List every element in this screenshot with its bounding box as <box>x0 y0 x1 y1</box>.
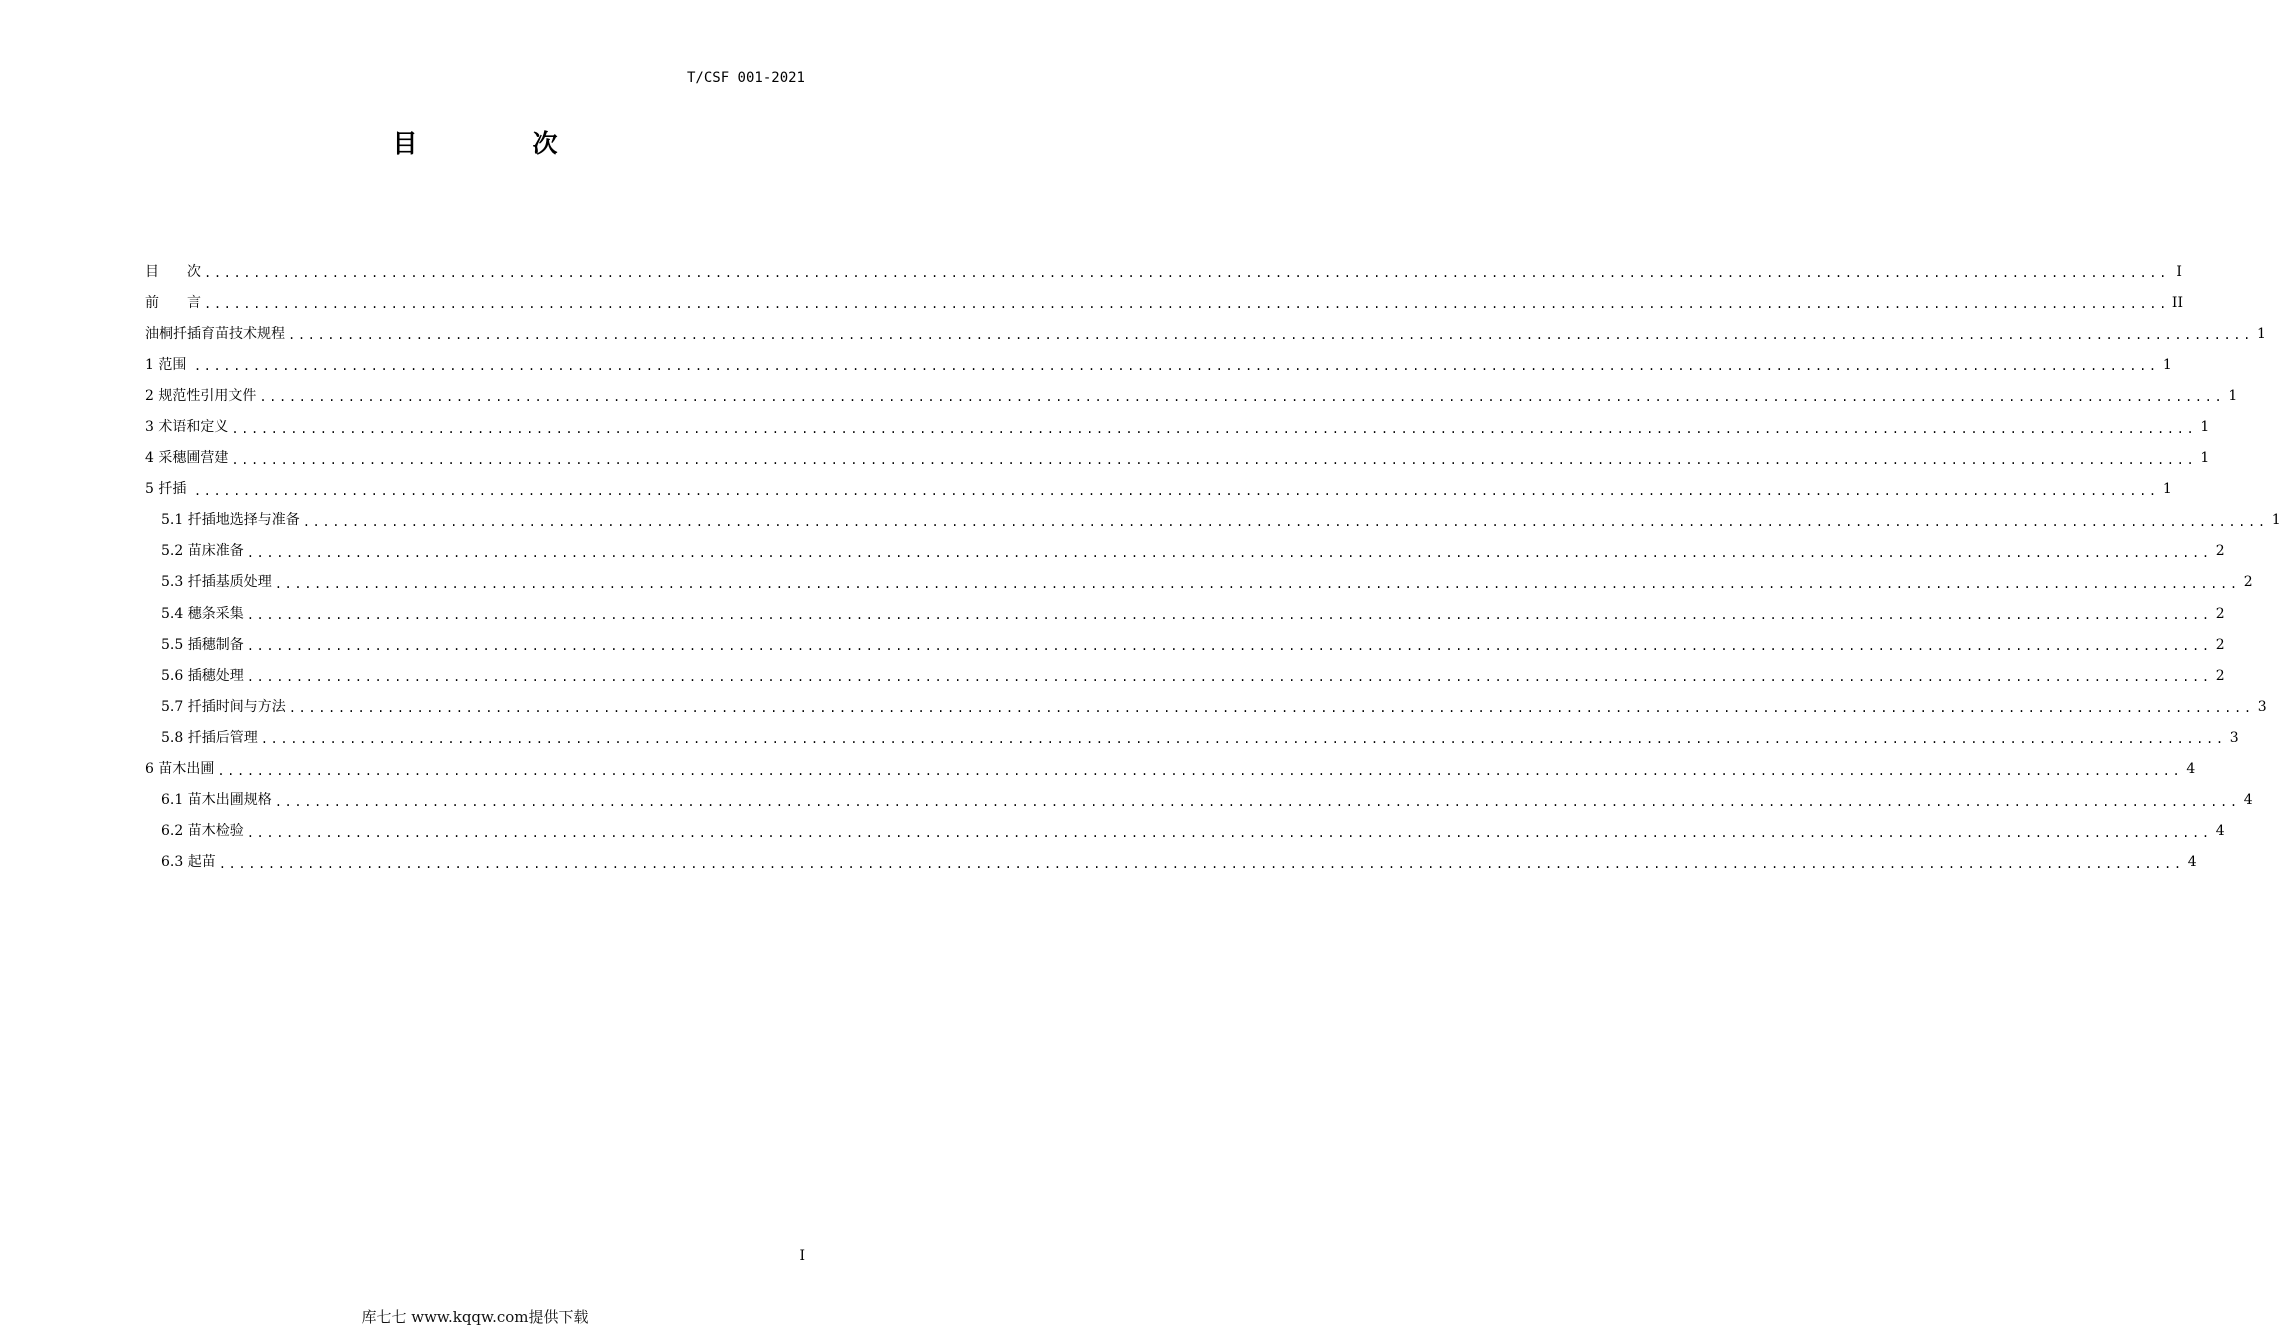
toc-dot-leader: ........................................................................................................................................................................................................ <box>259 390 2225 405</box>
toc-entry[interactable] <box>145 349 2172 380</box>
toc-entry[interactable] <box>145 256 2182 287</box>
toc-entry[interactable] <box>145 287 2183 318</box>
toc-entry-page: 4 <box>2186 761 2196 778</box>
toc-entry-title: 前 言 <box>145 294 201 311</box>
toc-entry-title: 6.2 苗木检验 <box>161 823 244 840</box>
toc-entry-title: 5.2 苗床准备 <box>161 543 244 560</box>
toc-entry-title: 油桐扦插育苗技术规程 <box>145 325 285 342</box>
toc-dot-leader: ........................................................................................................................................................................................................ <box>288 328 2253 343</box>
toc-entry-page: 2 <box>2215 605 2225 622</box>
toc-entry-page: 2 <box>2243 574 2253 591</box>
toc-entry-title: 6 苗木出圃 <box>145 761 215 778</box>
toc-entry[interactable] <box>145 785 2253 816</box>
toc-entry[interactable] <box>145 411 2210 442</box>
toc-entry-title: 6.1 苗木出圃规格 <box>161 792 272 809</box>
toc-dot-leader: ........................................................................................................................................................................................................ <box>246 545 2212 560</box>
toc-entry[interactable] <box>145 380 2238 411</box>
toc-entry[interactable] <box>145 629 2225 660</box>
toc-entry-title: 3 术语和定义 <box>145 419 229 436</box>
table-of-contents <box>145 256 2281 878</box>
toc-entry-title: 5 扦插 <box>145 481 191 498</box>
toc-entry[interactable] <box>145 754 2196 785</box>
toc-entry-title: 5.1 扦插地选择与准备 <box>161 512 300 529</box>
toc-entry[interactable] <box>145 505 2281 536</box>
toc-dot-leader: ........................................................................................................................................................................................................ <box>231 452 2197 467</box>
toc-dot-leader: ........................................................................................................................................................................................................ <box>246 608 2212 623</box>
toc-entry[interactable] <box>145 318 2266 349</box>
toc-entry[interactable] <box>145 816 2225 847</box>
toc-entry-page: 2 <box>2215 543 2225 560</box>
toc-entry-title: 4 采穗圃营建 <box>145 450 229 467</box>
toc-entry-page: 1 <box>2200 450 2210 467</box>
toc-entry-page: I <box>2176 263 2182 280</box>
toc-dot-leader: ........................................................................................................................................................................................................ <box>231 421 2197 436</box>
toc-entry-title: 5.6 插穗处理 <box>161 667 244 684</box>
toc-entry[interactable] <box>145 691 2267 722</box>
toc-entry[interactable] <box>145 660 2225 691</box>
toc-entry-title: 5.8 扦插后管理 <box>161 729 258 746</box>
toc-entry-title: 5.4 穗条采集 <box>161 605 244 622</box>
toc-dot-leader: ........................................................................................................................................................................................................ <box>204 266 2169 281</box>
toc-entry[interactable] <box>145 443 2210 474</box>
toc-dot-leader: ........................................................................................................................................................................................................ <box>274 576 2240 591</box>
toc-dot-leader: ........................................................................................................................................................................................................ <box>217 763 2183 778</box>
toc-entry-title: 目 次 <box>145 263 201 280</box>
toc-entry-page: 4 <box>2215 823 2225 840</box>
toc-entry-page: II <box>2171 294 2183 311</box>
toc-entry-page: 1 <box>2162 356 2172 373</box>
page-title: 目 次 <box>392 129 603 158</box>
toc-dot-leader: ........................................................................................................................................................................................................ <box>193 483 2159 498</box>
standard-code: T/CSF 001-2021 <box>686 70 805 86</box>
toc-entry[interactable] <box>145 598 2225 629</box>
toc-entry-title: 6.3 起苗 <box>161 854 216 871</box>
toc-dot-leader: ........................................................................................................................................................................................................ <box>246 639 2212 654</box>
toc-dot-leader: ........................................................................................................................................................................................................ <box>274 794 2240 809</box>
toc-entry-page: 1 <box>2257 325 2266 342</box>
toc-entry-page: 3 <box>2229 729 2239 746</box>
toc-dot-leader: ........................................................................................................................................................................................................ <box>218 856 2184 871</box>
toc-entry[interactable] <box>145 536 2225 567</box>
toc-entry-title: 5.3 扦插基质处理 <box>161 574 272 591</box>
toc-entry-page: 2 <box>2215 667 2225 684</box>
toc-entry[interactable] <box>145 474 2172 505</box>
toc-entry-page: 1 <box>2162 481 2172 498</box>
toc-dot-leader: ........................................................................................................................................................................................................ <box>302 514 2268 529</box>
download-watermark: 库七七 www.kqqw.com提供下载 <box>361 1308 589 1326</box>
toc-entry-page: 4 <box>2187 854 2197 871</box>
toc-entry-page: 3 <box>2257 698 2267 715</box>
toc-entry[interactable] <box>145 722 2239 753</box>
page-number: I <box>799 1248 805 1264</box>
toc-entry-page: 1 <box>2271 512 2281 529</box>
toc-entry-title: 1 范围 <box>145 356 191 373</box>
toc-dot-leader: ........................................................................................................................................................................................................ <box>204 297 2169 312</box>
toc-entry-title: 5.5 插穗制备 <box>161 636 244 653</box>
toc-dot-leader: ........................................................................................................................................................................................................ <box>246 670 2212 685</box>
toc-entry-page: 2 <box>2215 636 2225 653</box>
toc-entry[interactable] <box>145 847 2197 878</box>
toc-entry[interactable] <box>145 567 2253 598</box>
toc-entry-page: 1 <box>2228 387 2238 404</box>
toc-dot-leader: ........................................................................................................................................................................................................ <box>260 732 2226 747</box>
toc-entry-page: 4 <box>2243 792 2253 809</box>
toc-dot-leader: ........................................................................................................................................................................................................ <box>193 359 2159 374</box>
toc-entry-title: 2 规范性引用文件 <box>145 387 257 404</box>
toc-dot-leader: ........................................................................................................................................................................................................ <box>246 825 2212 840</box>
toc-dot-leader: ........................................................................................................................................................................................................ <box>288 701 2254 716</box>
toc-entry-title: 5.7 扦插时间与方法 <box>161 698 286 715</box>
toc-entry-page: 1 <box>2200 419 2210 436</box>
